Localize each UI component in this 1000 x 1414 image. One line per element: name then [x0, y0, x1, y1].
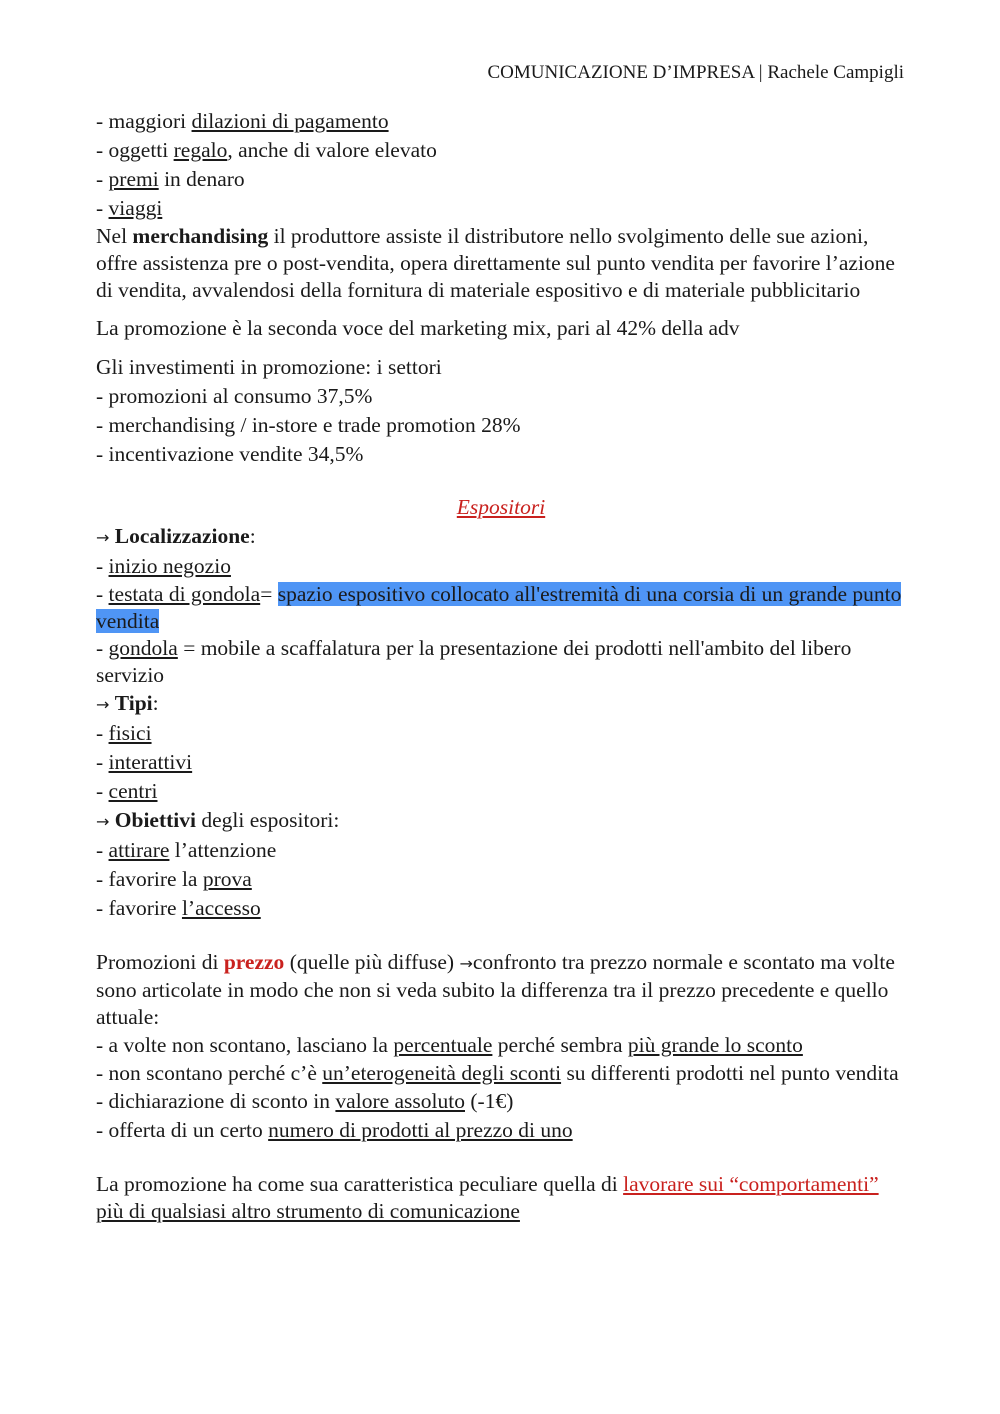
- list-item: - maggiori dilazioni di pagamento: [96, 109, 389, 133]
- red-underlined-phrase: lavorare sui “comportamenti”: [623, 1172, 879, 1196]
- obiettivi-heading: → Obiettivi degli espositori:: [96, 808, 340, 832]
- underlined-term: premi: [108, 167, 159, 191]
- list-item: - favorire la prova: [96, 867, 252, 891]
- arrow-right-icon: →: [459, 954, 473, 973]
- list-item: - dichiarazione di sconto in valore assoluto (-1€): [96, 1089, 514, 1113]
- closing-paragraph: La promozione ha come sua caratteristica peculiare quella di lavorare sui “comportamenti” più di qualsiasi altro strumento di comunicazione: [96, 1172, 879, 1223]
- list-item: - fisici: [96, 721, 152, 745]
- bold-term: prezzo: [223, 950, 285, 974]
- list-item: - favorire l’accesso: [96, 896, 261, 920]
- page-header: COMUNICAZIONE D’IMPRESA | Rachele Campigli: [487, 62, 904, 83]
- list-item: - oggetti regalo, anche di valore elevato: [96, 138, 437, 162]
- merchandising-paragraph: Nel merchandising il produttore assiste il distributore nello svolgimento delle sue azioni, offre assistenza pre o post-vendita, opera direttamente sul punto vendita per favorire l’azione di vendita, avvalendosi della fornitura di materiale espositivo e di materiale pubblicitario: [96, 224, 895, 302]
- list-item: - offerta di un certo numero di prodotti al prezzo di uno: [96, 1118, 573, 1142]
- list-item: - non scontano perché c’è un’eterogeneità degli sconti su differenti prodotti nel punto vendita: [96, 1061, 899, 1085]
- espositori-heading: Espositori: [456, 495, 546, 519]
- underlined-term: dilazioni di pagamento: [191, 109, 389, 133]
- list-item: - a volte non scontano, lasciano la percentuale perché sembra più grande lo sconto: [96, 1033, 803, 1057]
- prezzo-section: [96, 949, 906, 1145]
- list-item: - interattivi: [96, 750, 193, 774]
- list-item: - inizio negozio: [96, 554, 231, 578]
- localizzazione-heading: → Localizzazione:: [96, 524, 256, 548]
- tipi-heading: → Tipi:: [96, 691, 159, 715]
- incentives-list: [96, 107, 906, 223]
- investments-title: Gli investimenti in promozione: i settori: [96, 355, 442, 379]
- arrow-right-icon: →: [96, 812, 110, 831]
- list-item: - incentivazione vendite 34,5%: [96, 442, 364, 466]
- list-item: - promozioni al consumo 37,5%: [96, 384, 373, 408]
- bold-term: merchandising: [132, 224, 269, 248]
- list-item: - merchandising / in-store e trade promotion 28%: [96, 413, 521, 437]
- underlined-term: regalo: [173, 138, 228, 162]
- arrow-right-icon: →: [96, 528, 110, 547]
- prezzo-paragraph: Promozioni di prezzo (quelle più diffuse) →confronto tra prezzo normale e scontato ma volte sono articolate in modo che non si veda subito la differenza tra il prezzo precedente e quello attuale:: [96, 950, 895, 1029]
- list-item: - gondola = mobile a scaffalatura per la presentazione dei prodotti nell'ambito del libero servizio: [96, 636, 852, 687]
- espositori-section: [96, 522, 906, 923]
- highlighted-definition: spazio espositivo collocato all'estremità di una corsia di un grande punto vendita: [96, 582, 902, 633]
- underlined-term: viaggi: [108, 196, 163, 220]
- document-body: [96, 107, 906, 1225]
- promo-share-paragraph: La promozione è la seconda voce del marketing mix, pari al 42% della adv: [96, 316, 740, 340]
- list-item: - premi in denaro: [96, 167, 245, 191]
- list-item: - attirare l’attenzione: [96, 838, 277, 862]
- investments-section: [96, 353, 906, 469]
- arrow-right-icon: →: [96, 695, 110, 714]
- list-item: - viaggi: [96, 196, 163, 220]
- list-item: - testata di gondola= spazio espositivo collocato all'estremità di una corsia di un grande punto vendita: [96, 582, 902, 633]
- list-item: - centri: [96, 779, 158, 803]
